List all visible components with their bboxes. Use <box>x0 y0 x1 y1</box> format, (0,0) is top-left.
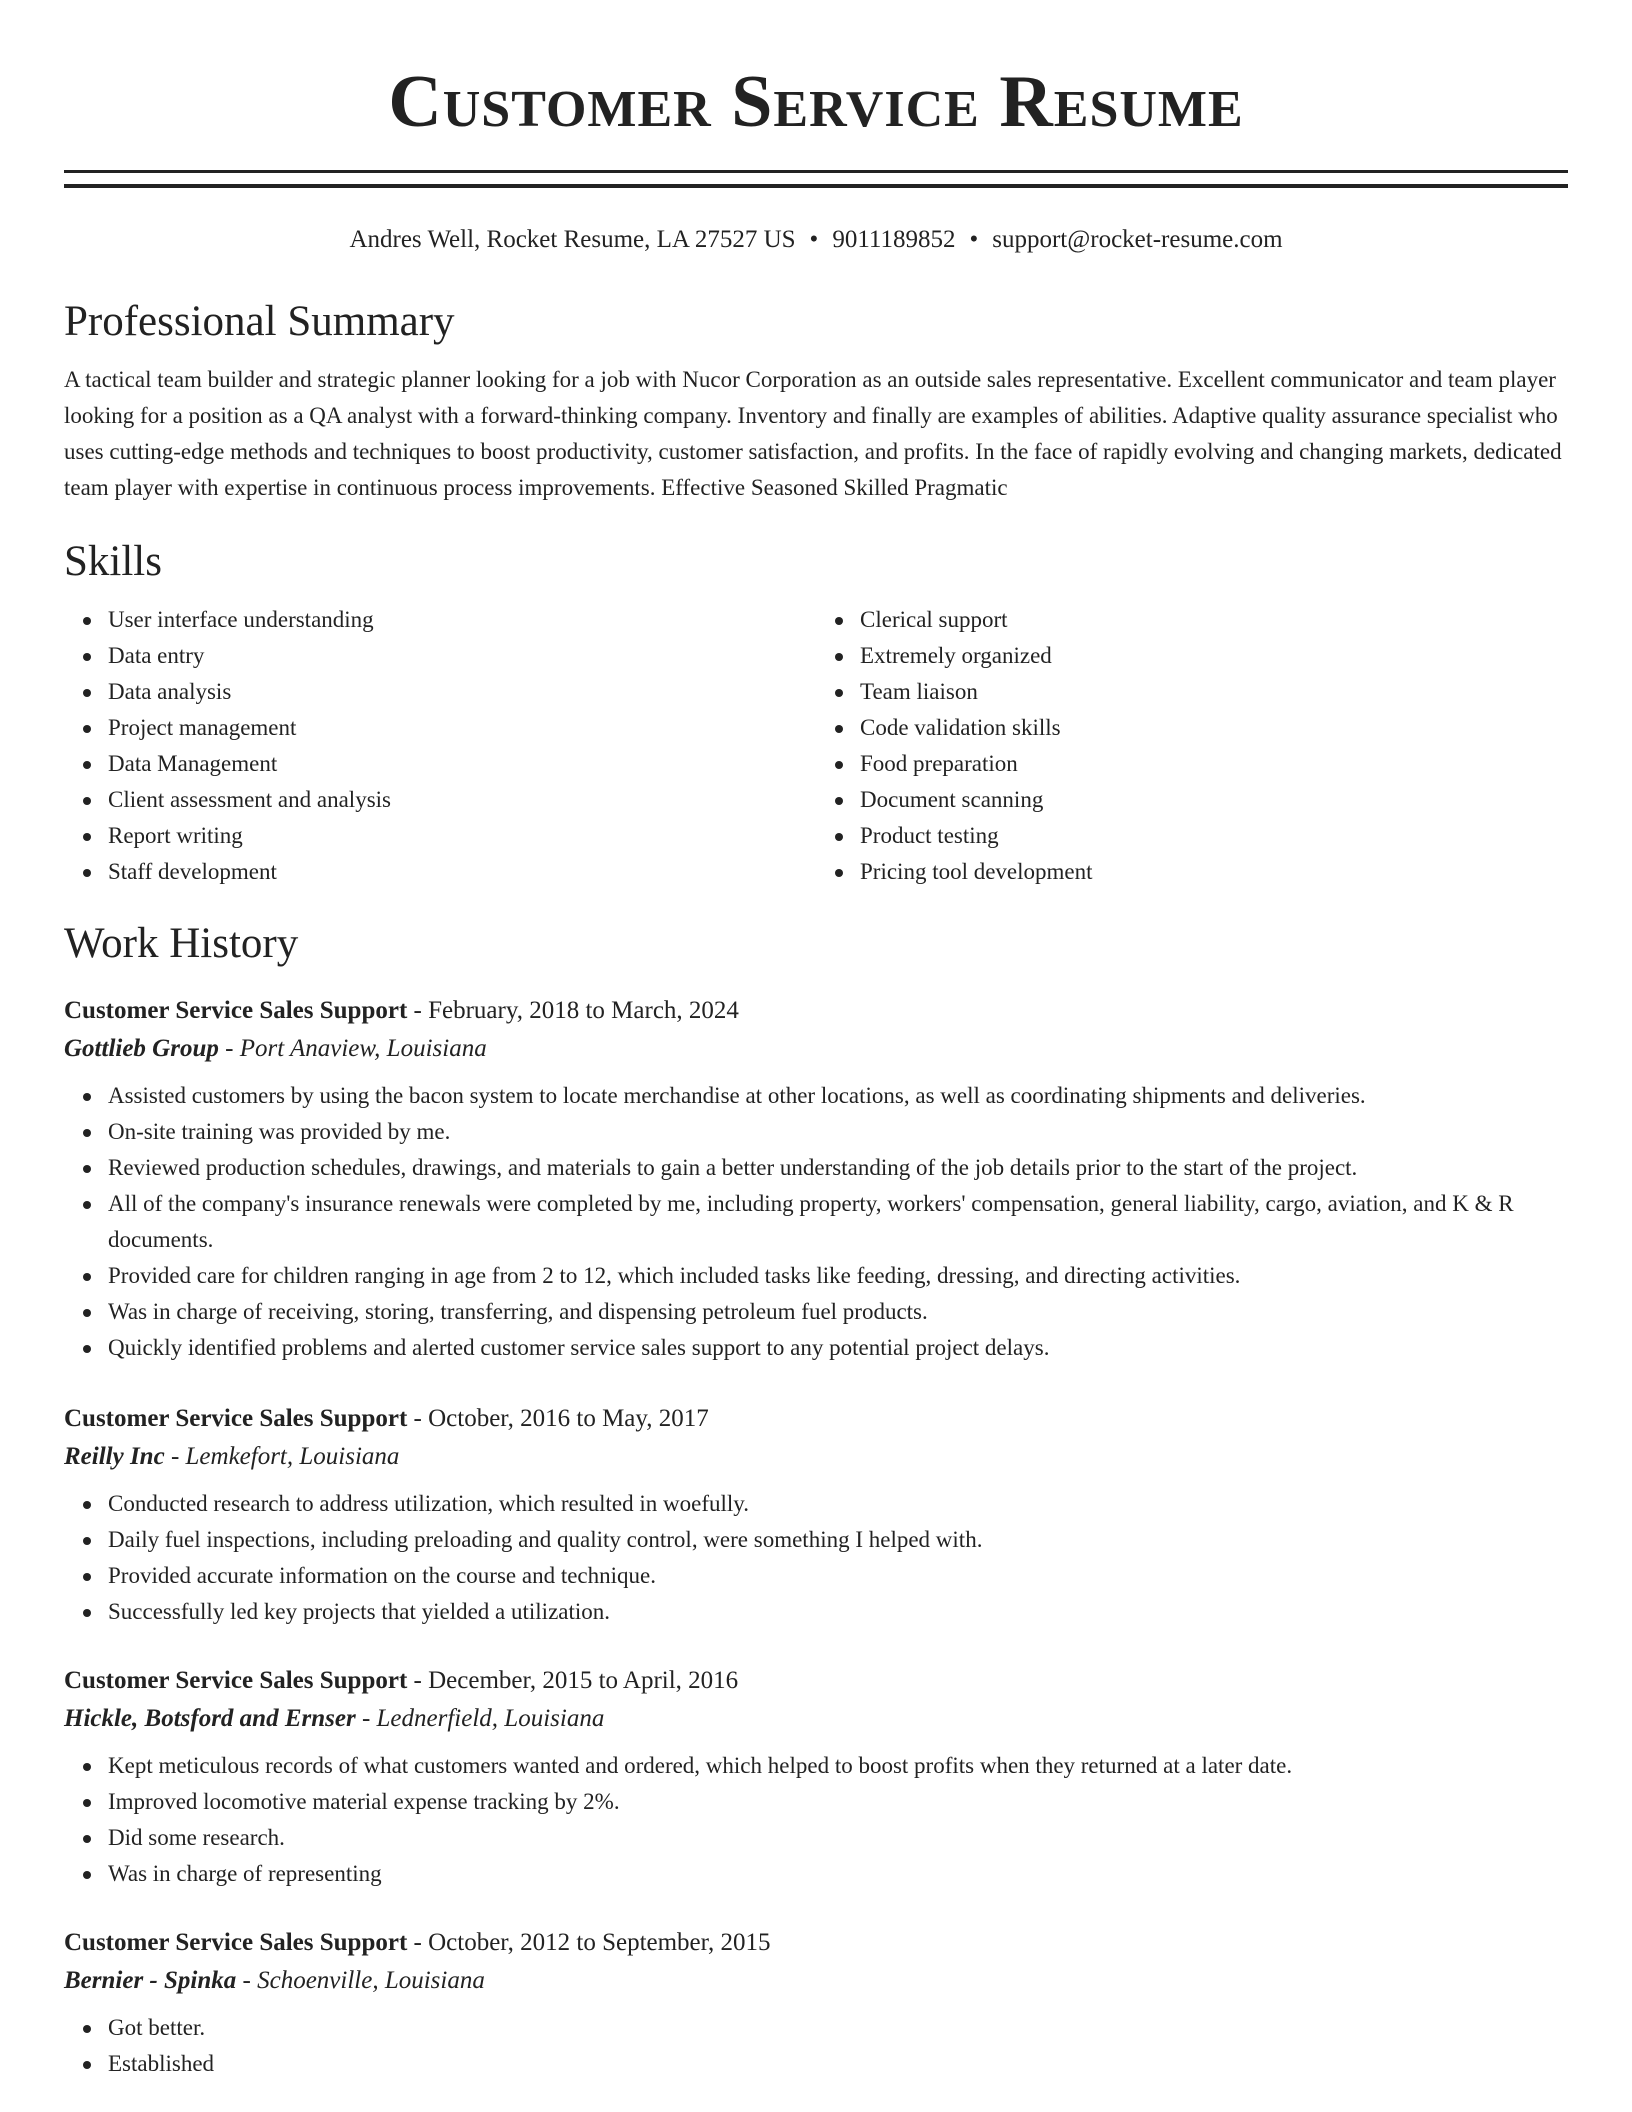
job-title: Customer Service Sales Support <box>64 1405 408 1432</box>
skill-item: Data Management <box>108 746 816 782</box>
job-dates: February, 2018 to March, 2024 <box>428 997 739 1024</box>
job-header <box>64 1924 1568 1962</box>
job-bullet: Successfully led key projects that yielded a utilization. <box>108 1594 1568 1630</box>
job-company: Gottlieb Group <box>64 1035 219 1062</box>
job-bullet: Kept meticulous records of what customers wanted and ordered, which helped to boost profits when they returned at a later date. <box>108 1748 1568 1784</box>
job-dates: December, 2015 to April, 2016 <box>428 1667 739 1694</box>
skill-item: Clerical support <box>860 602 1568 638</box>
job-entry <box>64 992 1568 1366</box>
skills-column-left <box>64 602 816 890</box>
job-entry <box>64 1400 1568 1630</box>
page-title: Customer Service Resume <box>388 61 1244 143</box>
skill-item: Code validation skills <box>860 710 1568 746</box>
summary-text: A tactical team builder and strategic planner looking for a job with Nucor Corporation as an outside sales representative. Excellent communicator and team player looking for a position as a QA analyst with a forward-thinking company. Inventory and finally are examples of abilities. Adaptive quality assurance specialist who uses cutting-edge methods and techniques to boost productivity, customer satisfaction, and profits. In the face of rapidly evolving and changing markets, dedicated team player with expertise in continuous process improvements. Effective Seasoned Skilled Pragmatic <box>64 367 1562 500</box>
job-company-line <box>64 1030 1568 1068</box>
job-bullet: Established <box>108 2046 1568 2082</box>
job-bullets <box>64 1486 1568 1630</box>
job-bullet: On-site training was provided by me. <box>108 1114 1568 1150</box>
job-header <box>64 1662 1568 1700</box>
job-bullet: Quickly identified problems and alerted customer service sales support to any potential project delays. <box>108 1330 1568 1366</box>
skills-list <box>64 602 1568 890</box>
job-bullets <box>64 1078 1568 1366</box>
title-divider <box>64 170 1568 188</box>
skill-item: User interface understanding <box>108 602 816 638</box>
skill-item: Pricing tool development <box>860 854 1568 890</box>
skill-item: Data entry <box>108 638 816 674</box>
job-dash: - <box>407 1929 429 1956</box>
job-title: Customer Service Sales Support <box>64 1667 408 1694</box>
skill-item: Client assessment and analysis <box>108 782 816 818</box>
job-company: Bernier - Spinka <box>64 1967 237 1994</box>
skills-heading: Skills <box>64 538 162 585</box>
skill-item: Report writing <box>108 818 816 854</box>
job-bullet: Got better. <box>108 2010 1568 2046</box>
skill-item: Product testing <box>860 818 1568 854</box>
job-company: Reilly Inc <box>64 1443 165 1470</box>
job-bullet: Reviewed production schedules, drawings, and materials to gain a better understanding of the job details prior to the start of the project. <box>108 1150 1568 1186</box>
skill-item: Data analysis <box>108 674 816 710</box>
skill-item: Team liaison <box>860 674 1568 710</box>
job-dash: - <box>355 1705 377 1732</box>
job-location: Port Anaview, Louisiana <box>239 1035 487 1062</box>
skill-item: Staff development <box>108 854 816 890</box>
job-bullet: Was in charge of receiving, storing, transferring, and dispensing petroleum fuel products. <box>108 1294 1568 1330</box>
job-title: Customer Service Sales Support <box>64 1929 408 1956</box>
job-company: Hickle, Botsford and Ernser <box>64 1705 356 1732</box>
job-dates: October, 2016 to May, 2017 <box>428 1405 709 1432</box>
job-company-line <box>64 1438 1568 1476</box>
job-bullet: Assisted customers by using the bacon system to locate merchandise at other locations, as well as coordinating shipments and deliveries. <box>108 1078 1568 1114</box>
job-title: Customer Service Sales Support <box>64 997 408 1024</box>
job-bullet: Conducted research to address utilization, which resulted in woefully. <box>108 1486 1568 1522</box>
contact-email: support@rocket-resume.com <box>992 226 1283 253</box>
job-bullets <box>64 2010 1568 2082</box>
job-header <box>64 1400 1568 1438</box>
skill-item: Project management <box>108 710 816 746</box>
contact-line <box>64 224 1568 256</box>
job-dash: - <box>164 1443 186 1470</box>
contact-phone: 9011189852 <box>832 226 956 253</box>
job-dash: - <box>407 1667 429 1694</box>
job-entry <box>64 1662 1568 1892</box>
job-bullets <box>64 1748 1568 1892</box>
job-dash: - <box>218 1035 240 1062</box>
job-bullet: Provided care for children ranging in age from 2 to 12, which included tasks like feeding, dressing, and directing activities. <box>108 1258 1568 1294</box>
job-dash: - <box>407 1405 429 1432</box>
job-bullet: Did some research. <box>108 1820 1568 1856</box>
skill-item: Extremely organized <box>860 638 1568 674</box>
job-bullet: Was in charge of representing <box>108 1856 1568 1892</box>
job-bullet: Daily fuel inspections, including preloading and quality control, were something I helped with. <box>108 1522 1568 1558</box>
job-bullet: Provided accurate information on the course and technique. <box>108 1558 1568 1594</box>
skill-item: Document scanning <box>860 782 1568 818</box>
job-company-line <box>64 1962 1568 2000</box>
work-history-heading: Work History <box>64 920 299 967</box>
job-bullet: Improved locomotive material expense tracking by 2%. <box>108 1784 1568 1820</box>
job-bullet: All of the company's insurance renewals were completed by me, including property, workers' compensation, general liability, cargo, aviation, and K & R documents. <box>108 1186 1568 1258</box>
skills-column-right <box>816 602 1568 890</box>
skill-item: Food preparation <box>860 746 1568 782</box>
job-company-line <box>64 1700 1568 1738</box>
contact-separator: • <box>969 226 979 253</box>
job-dates: October, 2012 to September, 2015 <box>428 1929 771 1956</box>
contact-address: Andres Well, Rocket Resume, LA 27527 US <box>349 226 796 253</box>
summary-heading: Professional Summary <box>64 298 455 345</box>
job-header <box>64 992 1568 1030</box>
job-dash: - <box>236 1967 258 1994</box>
job-location: Schoenville, Louisiana <box>257 1967 485 1994</box>
job-location: Lednerfield, Louisiana <box>376 1705 605 1732</box>
job-entry <box>64 1924 1568 2082</box>
contact-separator: • <box>809 226 819 253</box>
job-dash: - <box>407 997 429 1024</box>
job-location: Lemkefort, Louisiana <box>185 1443 400 1470</box>
